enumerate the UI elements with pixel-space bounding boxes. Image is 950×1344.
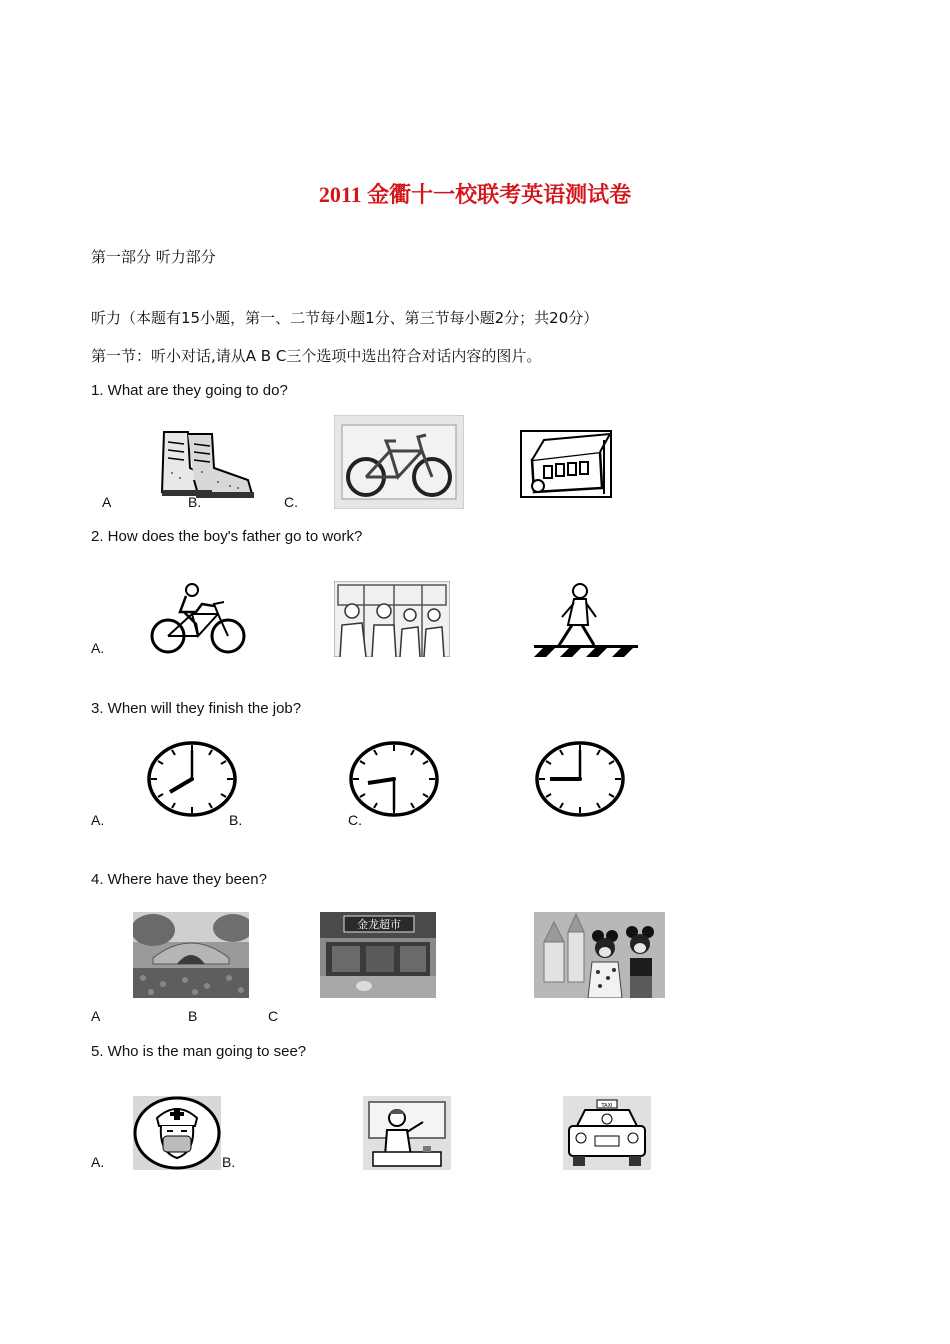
section-one-instruction: 第一节：听小对话,请从A B C三个选项中选出符合对话内容的图片。	[91, 347, 542, 365]
question-2-text: 2. How does the boy's father go to work?	[91, 528, 363, 545]
part-heading: 第一部分 听力部分	[91, 248, 216, 266]
taxi-driver-icon	[563, 1096, 651, 1170]
q3-option-c-label: C.	[348, 812, 362, 828]
q1-option-a-label: A	[102, 494, 112, 510]
q3-option-b-label: B.	[229, 812, 243, 828]
q4-option-a-label: A	[91, 1008, 101, 1024]
q2-option-a-label: A.	[91, 640, 105, 656]
q4-option-b-label: B	[188, 1008, 198, 1024]
bicycle-photo	[334, 415, 464, 509]
page-title: 2011 金衢十一校联考英语测试卷	[318, 182, 632, 207]
park-bridge-photo	[133, 912, 249, 998]
question-4-text: 4. Where have they been?	[91, 871, 267, 888]
toolbox-icon	[520, 430, 612, 498]
q3-option-a-label: A.	[91, 812, 105, 828]
question-1-text: 1. What are they going to do?	[91, 382, 288, 399]
q5-option-a-label: A.	[91, 1154, 105, 1170]
q5-option-b-label: B.	[222, 1154, 236, 1170]
q4-option-c-label: C	[268, 1008, 279, 1024]
listening-intro: 听力（本题有15小题，第一、二节每小题1分、第三节每小题2分；共20分）	[91, 309, 599, 327]
nurse-icon	[133, 1096, 221, 1170]
supermarket-sign-text: 金龙超市	[357, 918, 401, 931]
clock-six-forty-five-icon	[348, 740, 440, 818]
q1-option-c-label: C.	[284, 494, 298, 510]
bus-passengers-icon	[334, 581, 450, 657]
walking-woman-icon	[534, 581, 638, 657]
teacher-icon	[363, 1096, 451, 1170]
question-5-text: 5. Who is the man going to see?	[91, 1043, 307, 1060]
question-3-text: 3. When will they finish the job?	[91, 700, 302, 717]
svg-text:TAXI: TAXI	[601, 1103, 613, 1109]
disneyland-photo	[534, 912, 665, 998]
boots-icon	[158, 428, 256, 500]
supermarket-photo	[320, 912, 436, 998]
q1-option-b-label: B.	[188, 494, 202, 510]
clock-nine-icon	[534, 740, 626, 818]
cyclist-icon	[148, 582, 248, 656]
clock-eight-icon	[146, 740, 238, 818]
